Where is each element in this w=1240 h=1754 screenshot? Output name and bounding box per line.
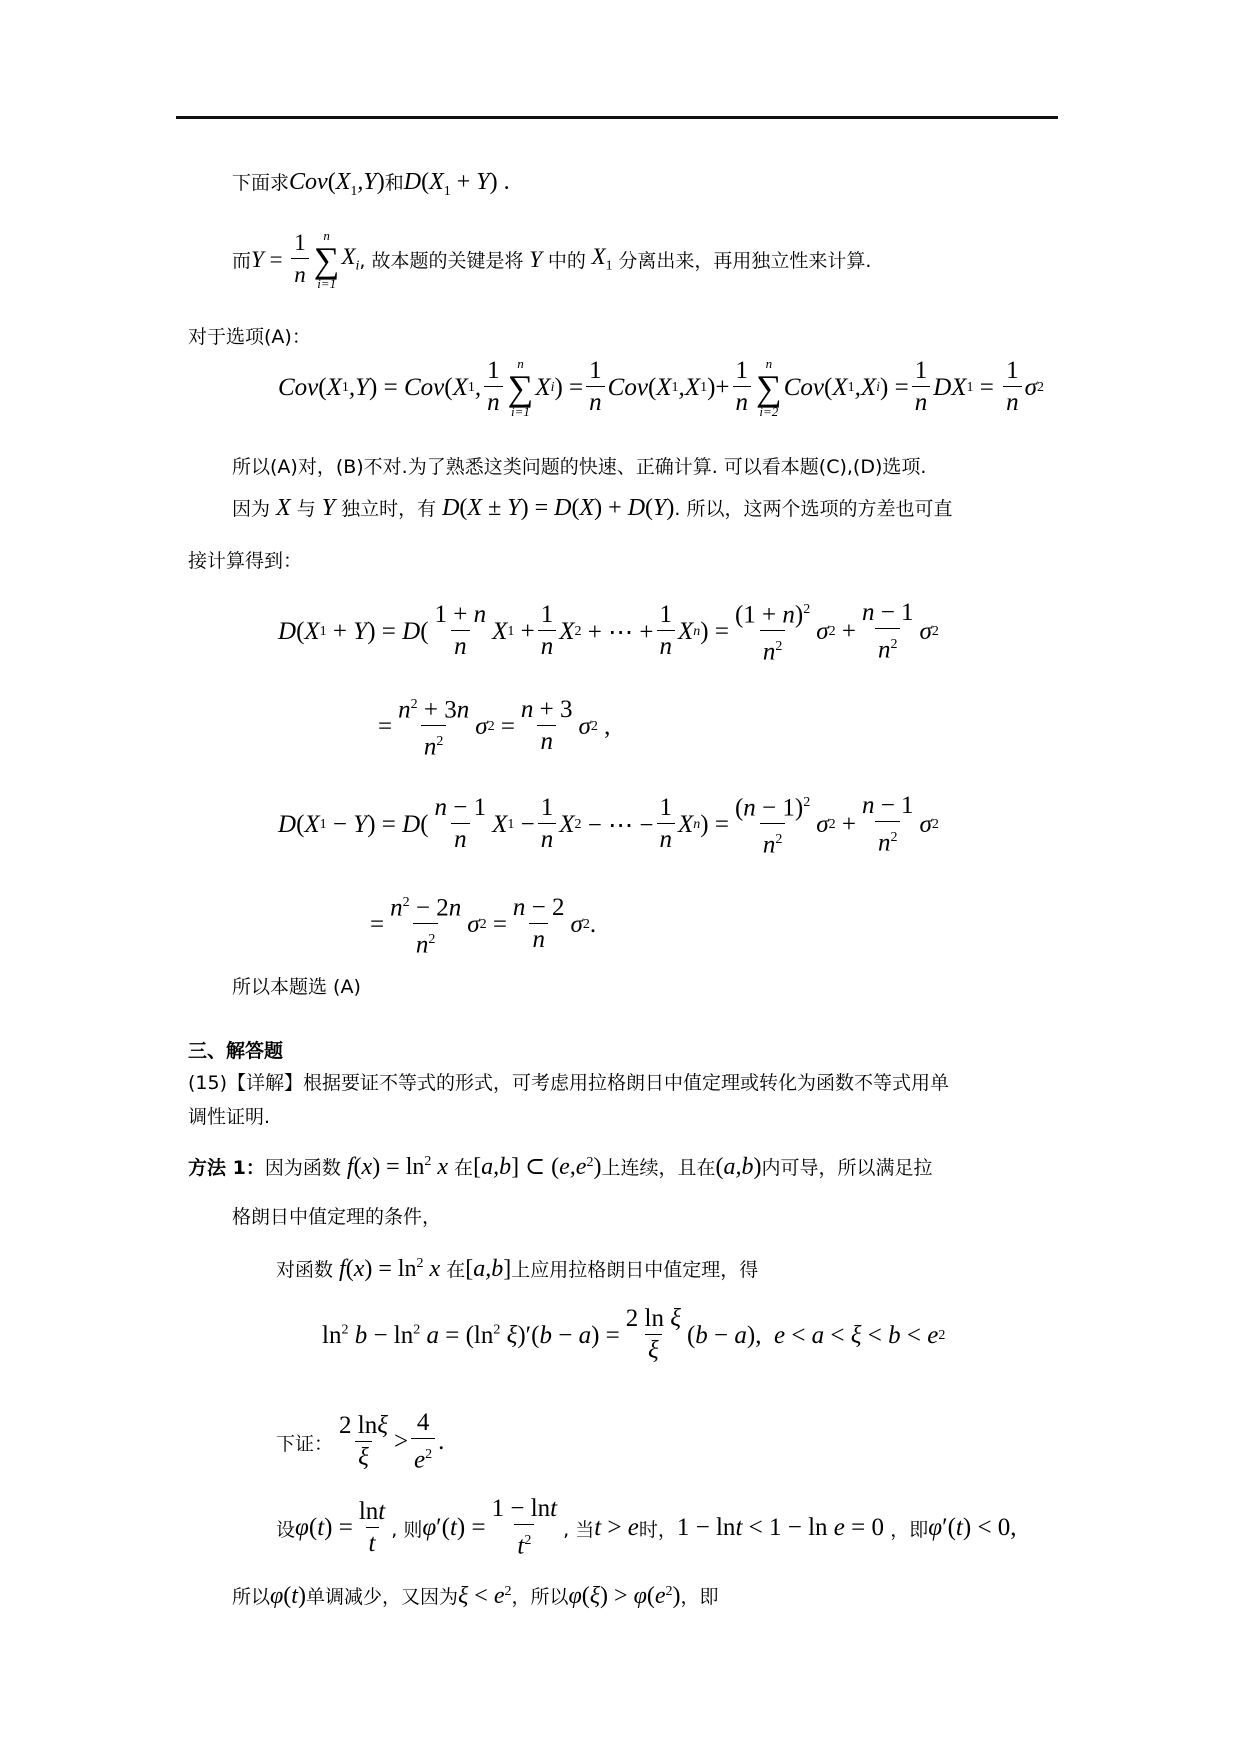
text: 单调减少，又因为 (305, 1586, 458, 1608)
paren: ( (421, 169, 430, 195)
text-line-6 (188, 546, 302, 575)
math: $X_i$ (341, 244, 360, 274)
paren: ( (327, 169, 336, 195)
text: ，即 (680, 1586, 719, 1608)
text: 时， (638, 1518, 677, 1541)
summation: n ∑ i=1 (313, 227, 340, 291)
text: . 所以，这两个选项的方差也可直 (674, 498, 953, 520)
math: Y (523, 246, 548, 272)
text: 设 (276, 1518, 296, 1541)
text-line-11: 对函数 $f(x) = \ln^2 x$ 在[a,b]上应用拉格朗日中值定理，得 (276, 1256, 759, 1282)
section-title (188, 1036, 283, 1065)
text: 与 (296, 498, 316, 520)
paren: ) . (489, 169, 510, 195)
text: 格朗日中值定理的条件， (232, 1206, 442, 1228)
paren: ) (376, 169, 385, 195)
math: $X_1$ (585, 244, 613, 274)
math: D (436, 495, 460, 521)
text-line-4 (232, 452, 926, 481)
math: D (403, 169, 422, 195)
text: 对函数 (276, 1259, 334, 1281)
math: X (270, 495, 297, 521)
equation-var-diff: D ( X 1 − Y ) = D ( $\frac{n - 1}{n}$ X 1 − $\frac{1}{n}$ X 2 − ⋯ − $\frac{1}{n}$ X n ) = $\frac{(n - 1)^2}{n^2}$ σ 2 + $\frac{n - 1}{n^2}$ σ 2 (278, 788, 939, 862)
fraction: $\frac{1}{n}$ (291, 228, 309, 291)
math: Y (315, 495, 342, 521)
text-line-5: 因为 X 与 Y 独立时，有 D(X ± Y) = D(X) + D(Y). 所以，这两个选项的方差也可直 (232, 495, 953, 521)
plus: + (450, 169, 477, 195)
math: Y (476, 169, 490, 195)
text-line-3 (188, 322, 311, 351)
math-cov: Cov (289, 169, 328, 195)
text: 内可导，所以满足拉 (761, 1157, 933, 1179)
text-line-14: 所以φ(t)单调减少，又因为$\xi < e^2$，所以$\varphi(\xi) > \varphi(e^2)$，即 (232, 1583, 719, 1609)
text: 下面求 (232, 172, 290, 194)
math: $X_1$ (429, 169, 451, 199)
text-line-13: 设 φ ( t ) = $\frac{\ln t}{t}$ , 则 φ ′( t ) = $\frac{1 - \ln t}{t^2}$ , 当 t > e 时， 1 − ln t < 1 − ln e = 0 ，即 φ ′( t ) < 0, (276, 1494, 1017, 1562)
text: 所以 (232, 1586, 271, 1608)
text: 上连续，且在 (601, 1157, 716, 1179)
header-rule (176, 116, 1058, 119)
text: 调性证明. (188, 1106, 271, 1128)
equation-var-sum: D ( X 1 + Y ) = D ( $\frac{1 + n}{n}$ X 1 + $\frac{1}{n}$ X 2 + ⋯ + $\frac{1}{n}$ X n ) = $\frac{(1 + n)^2}{n^2}$ σ 2 + $\frac{n - 1}{n^2}$ σ 2 (278, 595, 939, 669)
equals: = (263, 246, 289, 272)
text: 所以本题选 (A) (232, 976, 361, 998)
text: ，即 (890, 1518, 929, 1541)
method-label: 方法 1： (188, 1157, 265, 1179)
equation-lagrange: $\ln^2$ b − $\ln^2$ a = ($\ln^2$ ξ )′( b − a ) = $\frac{\text{2 ln ξ}}{\xi}$ ( b − a ), e < a < ξ < b < e 2 (322, 1304, 945, 1367)
text: , 当 (563, 1518, 595, 1541)
text: 接计算得到： (188, 550, 303, 572)
text: (15)【详解】根据要证不等式的形式，可考虑用拉格朗日中值定理或转化为函数不等式用单 (188, 1072, 950, 1094)
text: 分离出来，再用独立性来计算. (618, 250, 872, 272)
text-line-2 (232, 228, 871, 291)
text: , 故本题的关键是将 (359, 250, 524, 272)
equation-cov: Cov ( X 1 ,Y ) = Cov ( X 1 , $\frac{1}{n}$ n ∑ i=1 X i ) = $\frac{1}{n}$ Cov ( X 1 ,X 1 )+ $\frac{1}{n}$ n ∑ i=2 Cov ( X 1 ,X i ) = $\frac{1}{n}$ DX 1 = $\frac{1}{n}$ σ 2 (278, 355, 1044, 419)
text-line-8b (188, 1102, 270, 1131)
text: 所以(A)对，(B)不对.为了熟悉这类问题的快速、正确计算. 可以看本题(C),(D)选项. (232, 456, 927, 478)
math: Y (251, 246, 264, 272)
text: 上应用拉格朗日中值定理，得 (511, 1259, 759, 1281)
text: 独立时，有 (341, 498, 437, 520)
text: 在 (454, 1157, 474, 1179)
equation-var-sum-result: = $\frac{n^2 + 3n}{n^2}$ σ 2 = $\frac{n + 3}{n}$ σ 2 , (378, 690, 610, 764)
text: 因为函数 (264, 1157, 341, 1179)
text: 而 (232, 250, 252, 272)
text-line-1 (232, 168, 510, 206)
text: ，所以 (511, 1586, 569, 1608)
text-line-8a (188, 1068, 949, 1097)
text-line-10 (232, 1202, 441, 1231)
text: , 则 (391, 1518, 423, 1541)
text: 对于选项(A)： (188, 326, 311, 348)
text-line-7 (232, 972, 361, 1001)
text: 因为 (232, 498, 271, 520)
text: 在 (446, 1259, 466, 1281)
text: 和 (384, 172, 404, 194)
section-heading: 三、解答题 (188, 1040, 284, 1062)
text-line-12: 下证： $\frac{2 \ln\xi}{\xi}$ > $\frac{4}{e^2}$ . (276, 1408, 444, 1476)
math: $X_1,Y$ (335, 169, 377, 199)
text: 下证： (276, 1432, 334, 1455)
text-line-9: 方法 1：因为函数 $f(x) = \ln^2 x$ 在[a,b] ⊂ $(e,e^2)$上连续，且在(a,b)内可导，所以满足拉 (188, 1154, 933, 1180)
equation-var-diff-result: = $\frac{n^2 - 2n}{n^2}$ σ 2 = $\frac{n - 2}{n}$ σ 2 . (370, 888, 596, 962)
text: 中的 (547, 250, 586, 272)
